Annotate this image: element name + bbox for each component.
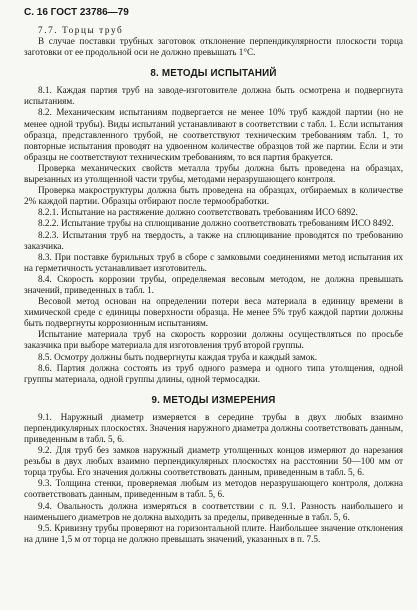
paragraph-8-1: 8.1. Каждая партия труб на заводе-изготовителе должна быть осмотрена и подвергнута испытаниям. <box>24 85 403 107</box>
paragraph-9-1: 9.1. Наружный диаметр измеряется в середине трубы в двух любых взаимно перпендикулярных плоскостях. Значения наружного диаметра должны соответствовать данным, приведенным в табл. 5, 6. <box>24 411 403 444</box>
paragraph-8-4-method: Весовой метод основан на определении потери веса материала в единицу времени в химической среде с единицы поверхности образца. Не менее 5% труб каждой партии должны быть подвергнуты коррозионным испытаниям. <box>24 296 403 329</box>
paragraph-9-4: 9.4. Овальность должна измеряться в соответствии с п. 9.1. Разность наибольшего и наименьшего диаметров не должна выходить за пределы, приведенные в табл. 5, 6. <box>24 500 403 522</box>
paragraph-9-2: 9.2. Для труб без замков наружный диаметр утолщенных концов измеряют до нарезания резьбы в двух любых взаимно перпендикулярных плоскостях на расстоянии 50—100 мм от торца трубы. Его значения должны соответствовать данным, приведенным в табл. 5, 6. <box>24 445 403 478</box>
section-9-heading: 9. МЕТОДЫ ИЗМЕРЕНИЯ <box>151 394 276 406</box>
paragraph-8-2: 8.2. Механическим испытаниям подвергается не менее 10% труб каждой партии (но не менее одной трубы). Виды испытаний устанавливают в соответствии с табл. 1. Если испытания образца, представленного трубой, не соответствуют техническим требованиям табл. 1, то повторные испытания проводят на удвоенном количестве образцов той же партии. Если и эти образцы не соответствуют техническим требованиям, то вся партия бракуется. <box>24 107 403 162</box>
item-7-7-text: В случае поставки трубных заготовок отклонение перпендикулярности плоскости торца заготовки от ее продольной оси не должно превышать 1°С. <box>24 36 403 58</box>
paragraph-8-2-1: 8.2.1. Испытание на растяжение должно соответствовать требованиям ИСО 6892. <box>38 207 358 218</box>
paragraph-8-4: 8.4. Скорость коррозии трубы, определяемая весовым методом, не должна превышать значений, приведенных в табл. 1. <box>24 273 403 295</box>
item-7-7-title: 7.7. Торцы труб <box>38 25 124 35</box>
paragraph-9-5: 9.5. Кривизну трубы проверяют на горизонтальной плите. Наибольшее значение отклонения на длине 1,5 м от торца не должно превышать значений, указанных в п. 7.5. <box>24 522 403 544</box>
paragraph-8-2-mech: Проверка механических свойств металла трубы должна быть проведена на образцах, вырезанных из утолщенной части трубы, методами неразрушающего контроля. <box>24 162 403 185</box>
paragraph-8-3: 8.3. При поставке бурильных труб в сборе с замковыми соединениями метод испытания их на герметичность устанавливает изготовитель. <box>24 251 403 273</box>
paragraph-8-2-3: 8.2.3. Испытания труб на твердость, а также на сплющивание проводятся по требованию заказчика. <box>24 229 403 251</box>
paragraph-9-3: 9.3. Толщина стенки, проверяемая любым из методов неразрушающего контроля, должна соответствовать данным, приведенным в табл. 5, 6. <box>24 478 403 500</box>
paragraph-8-5: 8.5. Осмотру должны быть подвергнуты каждая труба и каждый замок. <box>38 351 318 362</box>
page-header: С. 16 ГОСТ 23786—79 <box>24 7 129 18</box>
paragraph-8-2-macro: Проверка макроструктуры должна быть проведена на образцах, отбираемых в количестве 2% каждой партии. Образцы отбирают после термообработки. <box>24 185 403 207</box>
paragraph-8-6: 8.6. Партия должна состоять из труб одного размера и одного типа утолщения, одной группы материала, одной группы длины, одной термосадки. <box>24 362 403 384</box>
paragraph-8-2-2: 8.2.2. Испытание трубы на сплющивание должно соответствовать требованиям ИСО 8492. <box>38 218 394 229</box>
section-8-heading: 8. МЕТОДЫ ИСПЫТАНИЙ <box>150 68 277 80</box>
paragraph-8-4-request: Испытание материала труб на скорость коррозии должны осуществляться по просьбе заказчика при выборе материала для изготовления труб второй группы. <box>24 329 403 351</box>
